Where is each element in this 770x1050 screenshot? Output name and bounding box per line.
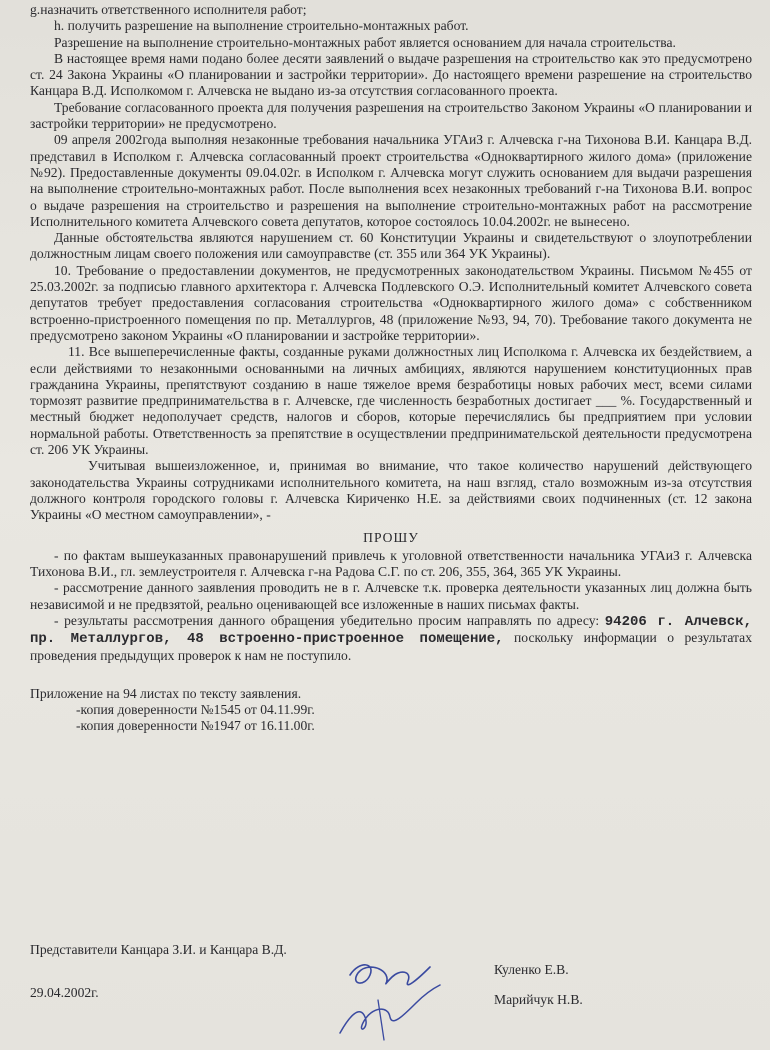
- attachment-note: Приложение на 94 листах по тексту заявления.: [30, 685, 302, 701]
- signer-1: Куленко Е.В.: [494, 962, 569, 977]
- item-h: h. получить разрешение на выполнение строительно-монтажных работ.: [54, 18, 469, 34]
- paragraph-permit-basis: Разрешение на выполнение строительно-монтажных работ является основанием для начала строительства.: [54, 34, 676, 50]
- paragraph-april-2002: 09 апреля 2002года выполняя незаконные требования начальника УГАиЗ г. Алчевска г-на Тихонова В.И. Канцара В.Д. представил в Исполком г. Алчевска согласованный проект строительства «Одноквартирного жилого дома» (приложение №92). Предоставленные документы 09.04.02г. в Исполком г. Алчевска могут служить основанием для выдачи разрешения на выполнение строительно-монтажных работ. После выполнения всех незаконных требований г-на Тихонова В.И. вопрос о выдаче разрешения на строительство и разрешения на выполнение строительно-монтажных работ на рассмотрение Исполнительного комитета Алчевского совета депутатов, которое состоялось 10.04.2002г. не вынесено.: [30, 132, 752, 229]
- attachment-copy-1: -копия доверенности №1545 от 04.11.99г.: [76, 702, 315, 718]
- signer-2: Марийчук Н.В.: [494, 992, 583, 1007]
- representatives-line: Представители Канцара З.И. и Канцара В.Д.: [30, 942, 287, 957]
- paragraph-violation-art60: Данные обстоятельства являются нарушением ст. 60 Конституции Украины и свидетельствуют о злоупотреблении должностным лицам своего положения или самоуправстве (ст. 355 или 364 УК Украины).: [30, 230, 752, 262]
- paragraph-requirement: Требование согласованного проекта для получения разрешения на строительство Законом Украины «О планировании и застройки территории» не предусмотрено.: [30, 99, 752, 132]
- item-g: g.назначить ответственного исполнителя работ;: [30, 2, 307, 17]
- paragraph-item-11: 11. Все вышеперечисленные факты, созданные руками должностных лиц Исполкома г. Алчевска их бездействием, а если действиями то незаконными основанными на личных амбициях, являются нарушением конституционных прав гражданина Украины, препятствуют созданию в наше тяжелое время безработицы новых рабочих мест, всеми силами тормозят развитие предпринимательства в г. Алчевске, где численность безработных достигает ___ %. Государственный и местный бюджет недополучает средств, налогов и сборов, которые перечислялись бы предприятием при условии нормальной работы. Ответственность за препятствие в осуществлении предпринимательской деятельности предусмотрена ст. 206 УК Украины.: [30, 344, 752, 458]
- request-item-3-text: - результаты рассмотрения данного обращения убедительно просим направлять по адресу:: [54, 612, 600, 628]
- paragraph-applications: В настоящее время нами подано более десяти заявлений о выдаче разрешения на строительство как это предусмотрено ст. 24 Закона Украины «О планировании и застройки территории». До настоящего времени разрешение на строительство Канцара В.Д. Исполкомом г. Алчевска не выдано из-за отсутствия согласованного проекта.: [30, 50, 752, 99]
- document-body: [30, 2, 752, 735]
- request-item-2: - рассмотрение данного заявления проводить не в г. Алчевске т.к. проверка деятельности указанных лиц должна быть независимой и не предвзятой, реально оценивающей все изложенные в наших письмах факты.: [30, 580, 752, 612]
- postal-address: 94206 г. Алчевск, пр. Металлургов, 48 встроенно-пристроенное помещение,: [30, 613, 753, 648]
- request-heading: ПРОШУ: [363, 529, 419, 545]
- paragraph-considering: Учитывая вышеизложенное, и, принимая во внимание, что такое количество нарушений действующего законодательства Украины сотрудниками исполнительного комитета, на наш взгляд, стало возможным из-за отсутствия должного контроля городского головы г. Алчевска Кириченко Н.Е. за действиями своих подчиненных (ст. 12 закона Украины «О местном самоуправлении», -: [30, 458, 752, 523]
- request-item-3: [30, 613, 752, 664]
- attachment-copy-2: -копия доверенности №1947 от 16.11.00г.: [76, 718, 315, 734]
- request-item-1: - по фактам вышеуказанных правонарушений привлечь к уголовной ответственности начальника УГАиЗ г. Алчевска Тихонова В.И., гл. землеустроителя г. Алчевска г-на Радова С.Г. по ст. 206, 355, 364, 365 УК Украины.: [30, 547, 752, 580]
- paragraph-item-10: 10. Требование о предоставлении документов, не предусмотренных законодательством Украины. Письмом №455 от 25.03.2002г. за подписью главного архитектора г. Алчевска Подлевского О.Э. Исполнительный комитет Алчевского совета депутатов требует предоставления согласования строительства «Одноквартирного жилого дома» с собственником встроенно-пристроенного помещения по пр. Металлургов, 48 (приложение №93, 94, 70). Требование такого документа не предусмотрено законом Украины «О планировании и застройке территории».: [30, 262, 752, 343]
- handwritten-signature: [320, 945, 460, 1045]
- request-item-3-tail: поскольку информации о результатах проведения предыдущих проверок к нам не поступило.: [30, 630, 752, 663]
- document-date: 29.04.2002г.: [30, 985, 99, 1000]
